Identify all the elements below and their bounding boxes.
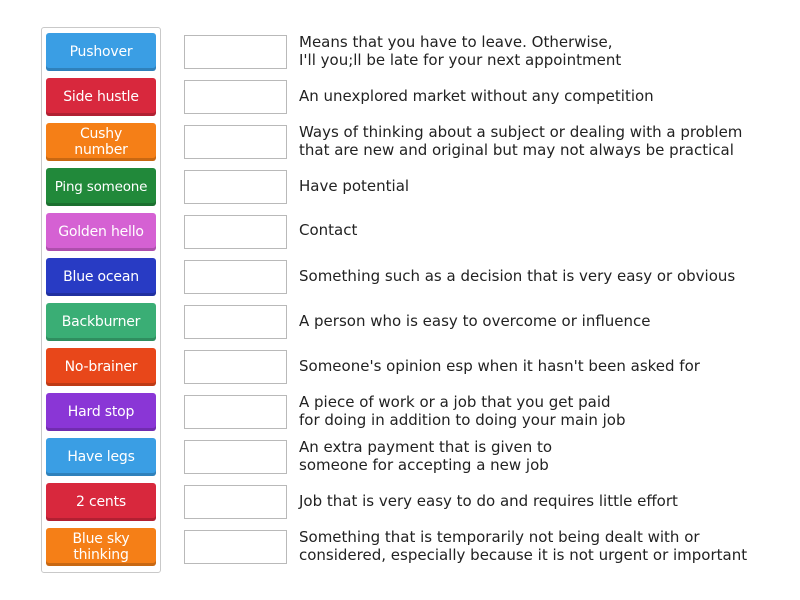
definition-6: Something such as a decision that is very easy or obvious [299, 267, 736, 285]
tile-2-cents[interactable]: 2 cents [46, 483, 156, 521]
definition-3: Ways of thinking about a subject or dealing with a problem that are new and original but may not always be practical [299, 123, 743, 159]
definition-8: Someone's opinion esp when it hasn't been asked for [299, 357, 700, 375]
tile-no-brainer[interactable]: No-brainer [46, 348, 156, 386]
answer-slot-2[interactable] [184, 80, 287, 114]
definition-1: Means that you have to leave. Otherwise, I'll you;ll be late for your next appointment [299, 33, 622, 69]
definition-5: Contact [299, 221, 358, 239]
answer-slot-9[interactable] [184, 395, 287, 429]
tile-have-legs[interactable]: Have legs [46, 438, 156, 476]
definition-9: A piece of work or a job that you get paid for doing in addition to doing your main job [299, 393, 626, 429]
answer-slot-12[interactable] [184, 530, 287, 564]
answer-slot-7[interactable] [184, 305, 287, 339]
tile-cushy-number[interactable]: Cushy number [46, 123, 156, 161]
tile-blue-ocean[interactable]: Blue ocean [46, 258, 156, 296]
answer-slot-3[interactable] [184, 125, 287, 159]
definition-2: An unexplored market without any competition [299, 87, 654, 105]
definition-12: Something that is temporarily not being dealt with or considered, especially because it is not urgent or important [299, 528, 748, 564]
tile-ping-someone[interactable]: Ping someone [46, 168, 156, 206]
tile-blue-sky-thinking[interactable]: Blue sky thinking [46, 528, 156, 566]
definition-10: An extra payment that is given to someone for accepting a new job [299, 438, 553, 474]
tile-side-hustle[interactable]: Side hustle [46, 78, 156, 116]
answer-slot-8[interactable] [184, 350, 287, 384]
tile-hard-stop[interactable]: Hard stop [46, 393, 156, 431]
tile-pushover[interactable]: Pushover [46, 33, 156, 71]
answer-slot-10[interactable] [184, 440, 287, 474]
answer-slot-4[interactable] [184, 170, 287, 204]
answer-slot-6[interactable] [184, 260, 287, 294]
tile-backburner[interactable]: Backburner [46, 303, 156, 341]
answer-slot-1[interactable] [184, 35, 287, 69]
definition-4: Have potential [299, 177, 410, 195]
definition-11: Job that is very easy to do and requires little effort [299, 492, 678, 510]
answer-slot-5[interactable] [184, 215, 287, 249]
tile-golden-hello[interactable]: Golden hello [46, 213, 156, 251]
answer-slot-11[interactable] [184, 485, 287, 519]
definition-7: A person who is easy to overcome or influence [299, 312, 651, 330]
